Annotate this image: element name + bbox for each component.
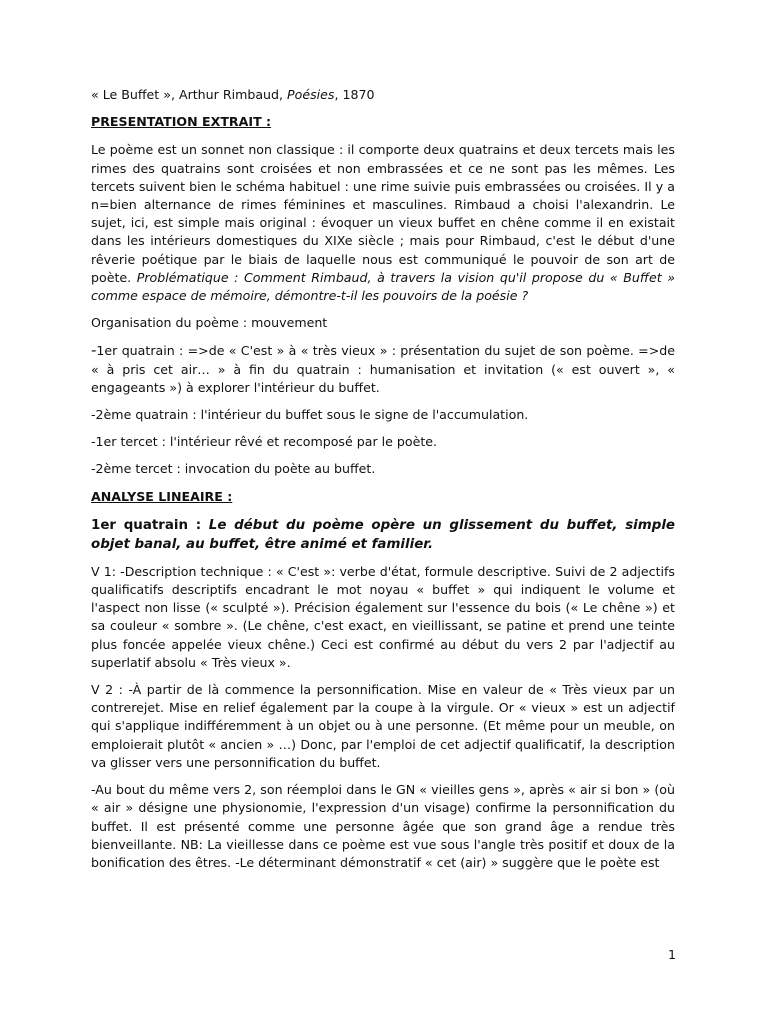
quatrain-heading-italic: Le début du poème opère un glissement du buffet, simple objet banal, au buffet, être animé et familier.: [91, 517, 675, 552]
paragraph-v1: V 1: -Description technique : « C'est »: verbe d'état, formule descriptive. Suivi de 2 adjectifs qualificatifs descriptifs encadrant le mot noyau « buffet » qui indiquent le volume et l'aspect non lisse (« sculpté »). Précision également sur l'essence du bois (« Le chêne ») et sa couleur « sombre ». (Le chêne, c'est exact, en vieillissant, se patine et prend une teinte plus foncée appelée vieux chêne.) Ceci est confirmé au début du vers 2 par l'adjectif au superlatif absolu « Très vieux ».: [91, 563, 675, 670]
presentation-text: Le poème est un sonnet non classique : il comporte deux quatrains et deux tercets mais les rimes des quatrains sont croisées et non embrassées et ce ne sont pas les mêmes. Les tercets suivent bien le schéma habituel : une rime suivie puis embrassées ou croisées. Il y a n=bien alternance de rimes féminines et masculines. Rimbaud a choisi l'alexandrin. Le sujet, ici, est simple mais original : évoquer un vieux buffet en chêne comme il en existait dans les intérieurs domestiques du XIXe siècle ; mais pour Rimbaud, c'est le début d'une rêverie poétique par le biais de laquelle nous est communiqué le pouvoir de son art de poète.: [91, 142, 675, 285]
title-prefix: « Le Buffet », Arthur Rimbaud,: [91, 87, 288, 102]
movement-1-dash: -: [91, 341, 97, 360]
presentation-heading: PRESENTATION EXTRAIT :: [91, 114, 272, 130]
document-title: [91, 86, 675, 104]
presentation-paragraph: [91, 141, 675, 305]
problematique-text: Problématique : Comment Rimbaud, à travers la vision qu'il propose du « Buffet » comme espace de mémoire, démontre-t-il les pouvoirs de la poésie ?: [91, 269, 676, 304]
movement-2: -2ème quatrain : l'intérieur du buffet sous le signe de l'accumulation.: [91, 407, 529, 423]
movement-3: -1er tercet : l'intérieur rêvé et recomposé par le poète.: [91, 434, 438, 450]
quatrain-heading: [91, 516, 675, 554]
organisation-line: Organisation du poème : mouvement: [91, 315, 328, 331]
title-work: Poésies: [287, 87, 335, 102]
page-number: 1: [667, 947, 676, 962]
movement-4: -2ème tercet : invocation du poète au buffet.: [91, 461, 376, 477]
analyse-heading: ANALYSE LINEAIRE :: [91, 488, 233, 504]
document-body: [91, 86, 675, 881]
quatrain-heading-label: 1er quatrain :: [91, 517, 209, 533]
paragraph-v2b: -Au bout du même vers 2, son réemploi dans le GN « vieilles gens », après « air si bon » (où « air » désigne une physionomie, l'expression d'un visage) confirme la personnification du buffet. Il est présenté comme une personne âgée que son grand âge a rendue très bienveillante. NB: La vieillesse dans ce poème est vue sous l'angle très positif et doux de la bonification des êtres. -Le déterminant démonstratif « cet (air) » suggère que le poète est: [91, 782, 675, 870]
paragraph-v2: V 2 : -À partir de là commence la personnification. Mise en valeur de « Très vieux par un contrerejet. Mise en relief également par la coupe à la virgule. Or « vieux » est un adjectif qui s'applique indifféremment à un objet ou à une personne. (Et même pour un meuble, on emploierait plutôt « ancien » …) Donc, par l'emploi de cet adjectif qualificatif, la description va glisser vers une personnification du buffet.: [91, 682, 675, 770]
title-suffix: , 1870: [334, 87, 375, 102]
movement-1-text: 1er quatrain : =>de « C'est » à « très vieux » : présentation du sujet de son poème. =>de « à pris cet air… » à fin du quatrain : humanisation et invitation (« est ouvert », « engageants ») à explorer l'intérieur du buffet.: [91, 343, 675, 395]
movement-1: [91, 341, 675, 397]
